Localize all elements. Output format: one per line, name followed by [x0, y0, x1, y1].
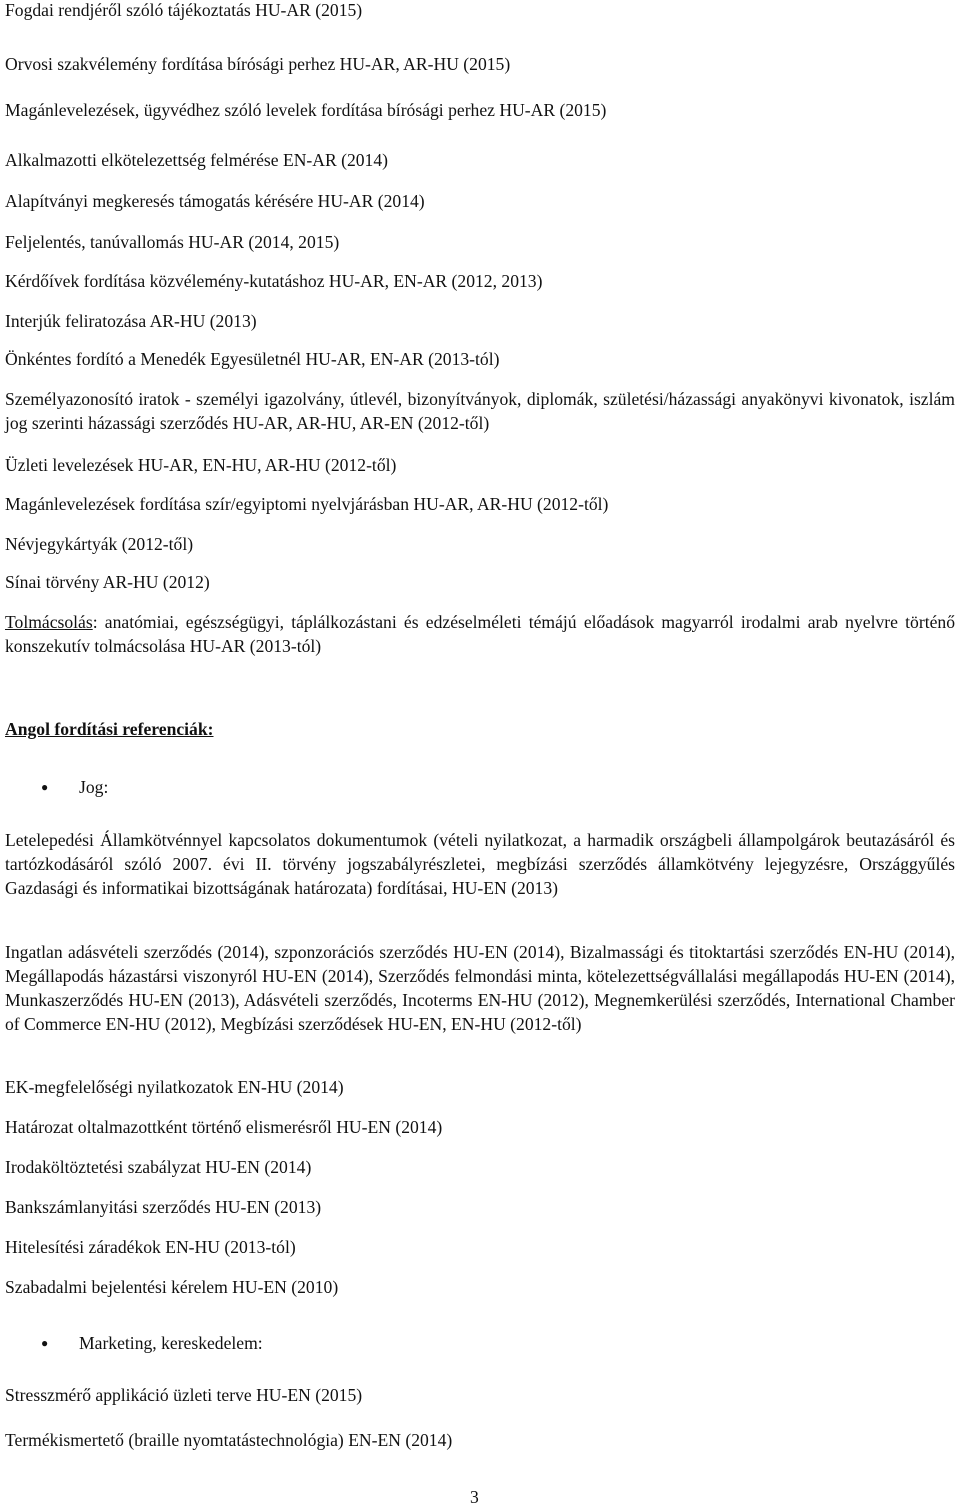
law-paragraph: Letelepedési Államkötvénnyel kapcsolatos dokumentumok (vételi nyilatkozat, a harmadik országbeli állampolgárok beutazásáról és tartózkodásáról szóló 2007. évi II. törvény jogszabályrészletei, megbízási szerződés államkötvény lejegyzésre, Országgyűlés Gazdasági és informatikai bizottságának határozata) fordításai, HU-EN (2013) [5, 830, 955, 898]
reference-item: Alkalmazotti elkötelezettség felmérése EN-AR (2014) [5, 150, 389, 170]
interpreting-text: : anatómiai, egészségügyi, táplálkozástani és edzéselméleti témájú előadások magyarról irodalmi arab nyelvre történő konszekutív tolmácsolása HU-AR (2013-tól) [5, 612, 955, 656]
id-documents-paragraph: Személyazonosító iratok - személyi igazolvány, útlevél, bizonyítványok, diplomák, születési/házassági anyakönyvi kivonatok, iszlám jog szerinti házassági szerződés HU-AR, AR-HU, AR-EN (2012-től) [5, 389, 955, 433]
reference-item: Önkéntes fordító a Menedék Egyesületnél HU-AR, EN-AR (2013-tól) [5, 349, 500, 369]
bullet-label: Jog: [79, 777, 109, 797]
interpreting-label: Tolmácsolás [5, 612, 93, 632]
reference-item: Magánlevelezések, ügyvédhez szóló levelek fordítása bírósági perhez HU-AR (2015) [5, 100, 607, 120]
reference-item: Interjúk feliratozása AR-HU (2013) [5, 311, 257, 331]
reference-item: Üzleti levelezések HU-AR, EN-HU, AR-HU (2012-től) [5, 455, 397, 475]
bullet-item-law [41, 777, 108, 797]
bullet-label: Marketing, kereskedelem: [79, 1333, 263, 1353]
reference-item: EK-megfelelőségi nyilatkozatok EN-HU (2014) [5, 1077, 344, 1097]
page-number: 3 [470, 1487, 479, 1507]
reference-item: Szabadalmi bejelentési kérelem HU-EN (2010) [5, 1277, 339, 1297]
reference-item: Orvosi szakvélemény fordítása bírósági perhez HU-AR, AR-HU (2015) [5, 54, 511, 74]
reference-item: Határozat oltalmazottként történő elismerésről HU-EN (2014) [5, 1117, 443, 1137]
reference-item: Stresszmérő applikáció üzleti terve HU-EN (2015) [5, 1385, 363, 1405]
reference-item: Hitelesítési záradékok EN-HU (2013-tól) [5, 1237, 296, 1257]
reference-item: Termékismertető (braille nyomtatástechnológia) EN-EN (2014) [5, 1430, 453, 1450]
reference-item: Bankszámlanyitási szerződés HU-EN (2013) [5, 1197, 322, 1217]
bullet-item-marketing [41, 1333, 263, 1353]
reference-item: Névjegykártyák (2012-től) [5, 534, 194, 554]
section-heading: Angol fordítási referenciák: [5, 719, 214, 739]
reference-item: Fogdai rendjéről szóló tájékoztatás HU-AR (2015) [5, 0, 363, 20]
interpreting-paragraph [5, 610, 955, 658]
reference-item: Kérdőívek fordítása közvélemény-kutatáshoz HU-AR, EN-AR (2012, 2013) [5, 271, 543, 291]
reference-item: Sínai törvény AR-HU (2012) [5, 572, 210, 592]
reference-item: Magánlevelezések fordítása szír/egyiptomi nyelvjárásban HU-AR, AR-HU (2012-től) [5, 494, 609, 514]
reference-item: Irodaköltöztetési szabályzat HU-EN (2014) [5, 1157, 312, 1177]
reference-item: Feljelentés, tanúvallomás HU-AR (2014, 2015) [5, 232, 340, 252]
law-paragraph: Ingatlan adásvételi szerződés (2014), szponzorációs szerződés HU-EN (2014), Bizalmassági és titoktartási szerződés EN-HU (2014), Megállapodás házastársi viszonyról HU-EN (2014), Szerződés felmondási minta, kötelezettségvállalási megállapodás HU-EN (2014), Munkaszerződés HU-EN (2013), Adásvételi szerződés, Incoterms EN-HU (2012), Megnemkerülési szerződés, International Chamber of Commerce EN-HU (2012), Megbízási szerződések HU-EN, EN-HU (2012-től) [5, 942, 955, 1034]
reference-item: Alapítványi megkeresés támogatás kérésére HU-AR (2014) [5, 191, 425, 211]
bullet-icon: ● [41, 1336, 49, 1350]
bullet-icon: ● [41, 780, 49, 794]
